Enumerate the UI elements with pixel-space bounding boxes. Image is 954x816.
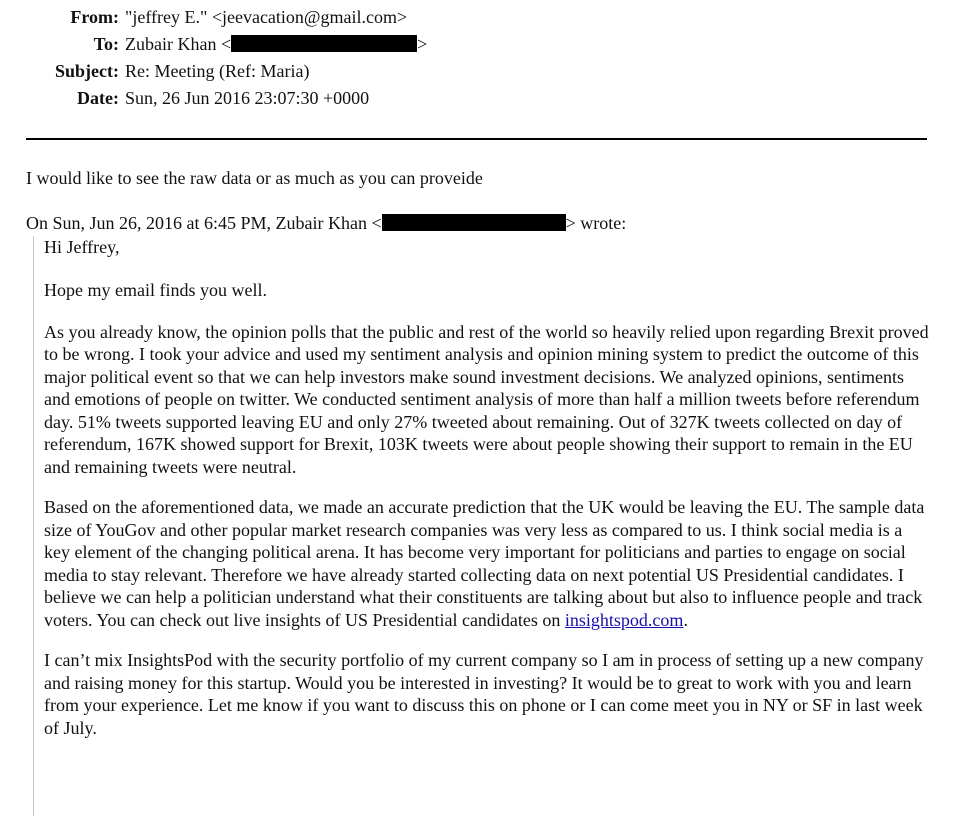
to-row — [0, 31, 954, 58]
subject-row — [0, 58, 954, 85]
date-label: Date: — [77, 88, 119, 108]
paragraph-text: Based on the aforementioned data, we made an accurate prediction that the UK would be leaving the EU. The sample data size of YouGov and other popular market research companies was very less as compared to us. I think social media is a key element of the changing political arena. It has become very important for politicians and parties to engage on social media to stay relevant. Therefore we have already started collecting data on next potential US Presidential candidates. I believe we can help a politician understand what their constituents are talking about but also to influence people and track voters. You can check out live insights of US Presidential candidates on — [44, 497, 925, 630]
reply-text: I would like to see the raw data or as much as you can proveide — [26, 168, 483, 188]
header-divider — [26, 138, 927, 140]
redaction-bar — [231, 35, 417, 52]
insightspod-link[interactable]: insightspod.com — [564, 609, 684, 630]
from-value: "jeffrey E." <jeevacation@gmail.com> — [125, 7, 408, 27]
quoted-message — [33, 236, 933, 816]
date-row — [0, 85, 954, 112]
subject-label: Subject: — [55, 61, 119, 81]
quoted-paragraph: I can’t mix InsightsPod with the security portfolio of my current company so I am in process of setting up a new company and raising money for this startup. Would you be interested in investing? It would be to great to work with you and learn from your experience. Let me know if you want to discuss this on phone or I can come meet you in NY or SF in last week of July. — [44, 650, 924, 738]
to-name: Zubair Khan < — [125, 34, 232, 54]
to-label: To: — [93, 34, 119, 54]
quoted-greeting: Hi Jeffrey, — [44, 237, 120, 257]
paragraph-end: . — [683, 609, 688, 630]
attribution-suffix: > wrote: — [565, 213, 627, 233]
email-header — [0, 4, 954, 112]
redaction-bar — [382, 214, 566, 231]
subject-value: Re: Meeting (Ref: Maria) — [125, 61, 310, 81]
attribution-prefix: On Sun, Jun 26, 2016 at 6:45 PM, Zubair Khan < — [26, 213, 382, 233]
quoted-paragraph — [44, 496, 932, 631]
quote-attribution — [26, 210, 936, 236]
from-row — [0, 4, 954, 31]
quoted-paragraph: As you already know, the opinion polls that the public and rest of the world so heavily relied upon regarding Brexit proved to be wrong. I took your advice and used my sentiment analysis and opinion mining system to predict the outcome of this major political event so that we can help investors make sound investment decisions. We analyzed opinions, sentiments and emotions of people on twitter. We conducted sentiment analysis of more than half a million tweets before referendum day. 51% tweets supported leaving EU and only 27% tweeted about remaining. Out of 327K tweets collected on day of referendum, 167K showed support for Brexit, 103K tweets were about people showing their support to remain in the EU and remaining tweets were neutral. — [44, 321, 929, 477]
quoted-paragraph: Hope my email finds you well. — [44, 280, 267, 300]
to-close: > — [417, 34, 428, 54]
from-label: From: — [70, 7, 119, 27]
date-value: Sun, 26 Jun 2016 23:07:30 +0000 — [125, 88, 370, 108]
